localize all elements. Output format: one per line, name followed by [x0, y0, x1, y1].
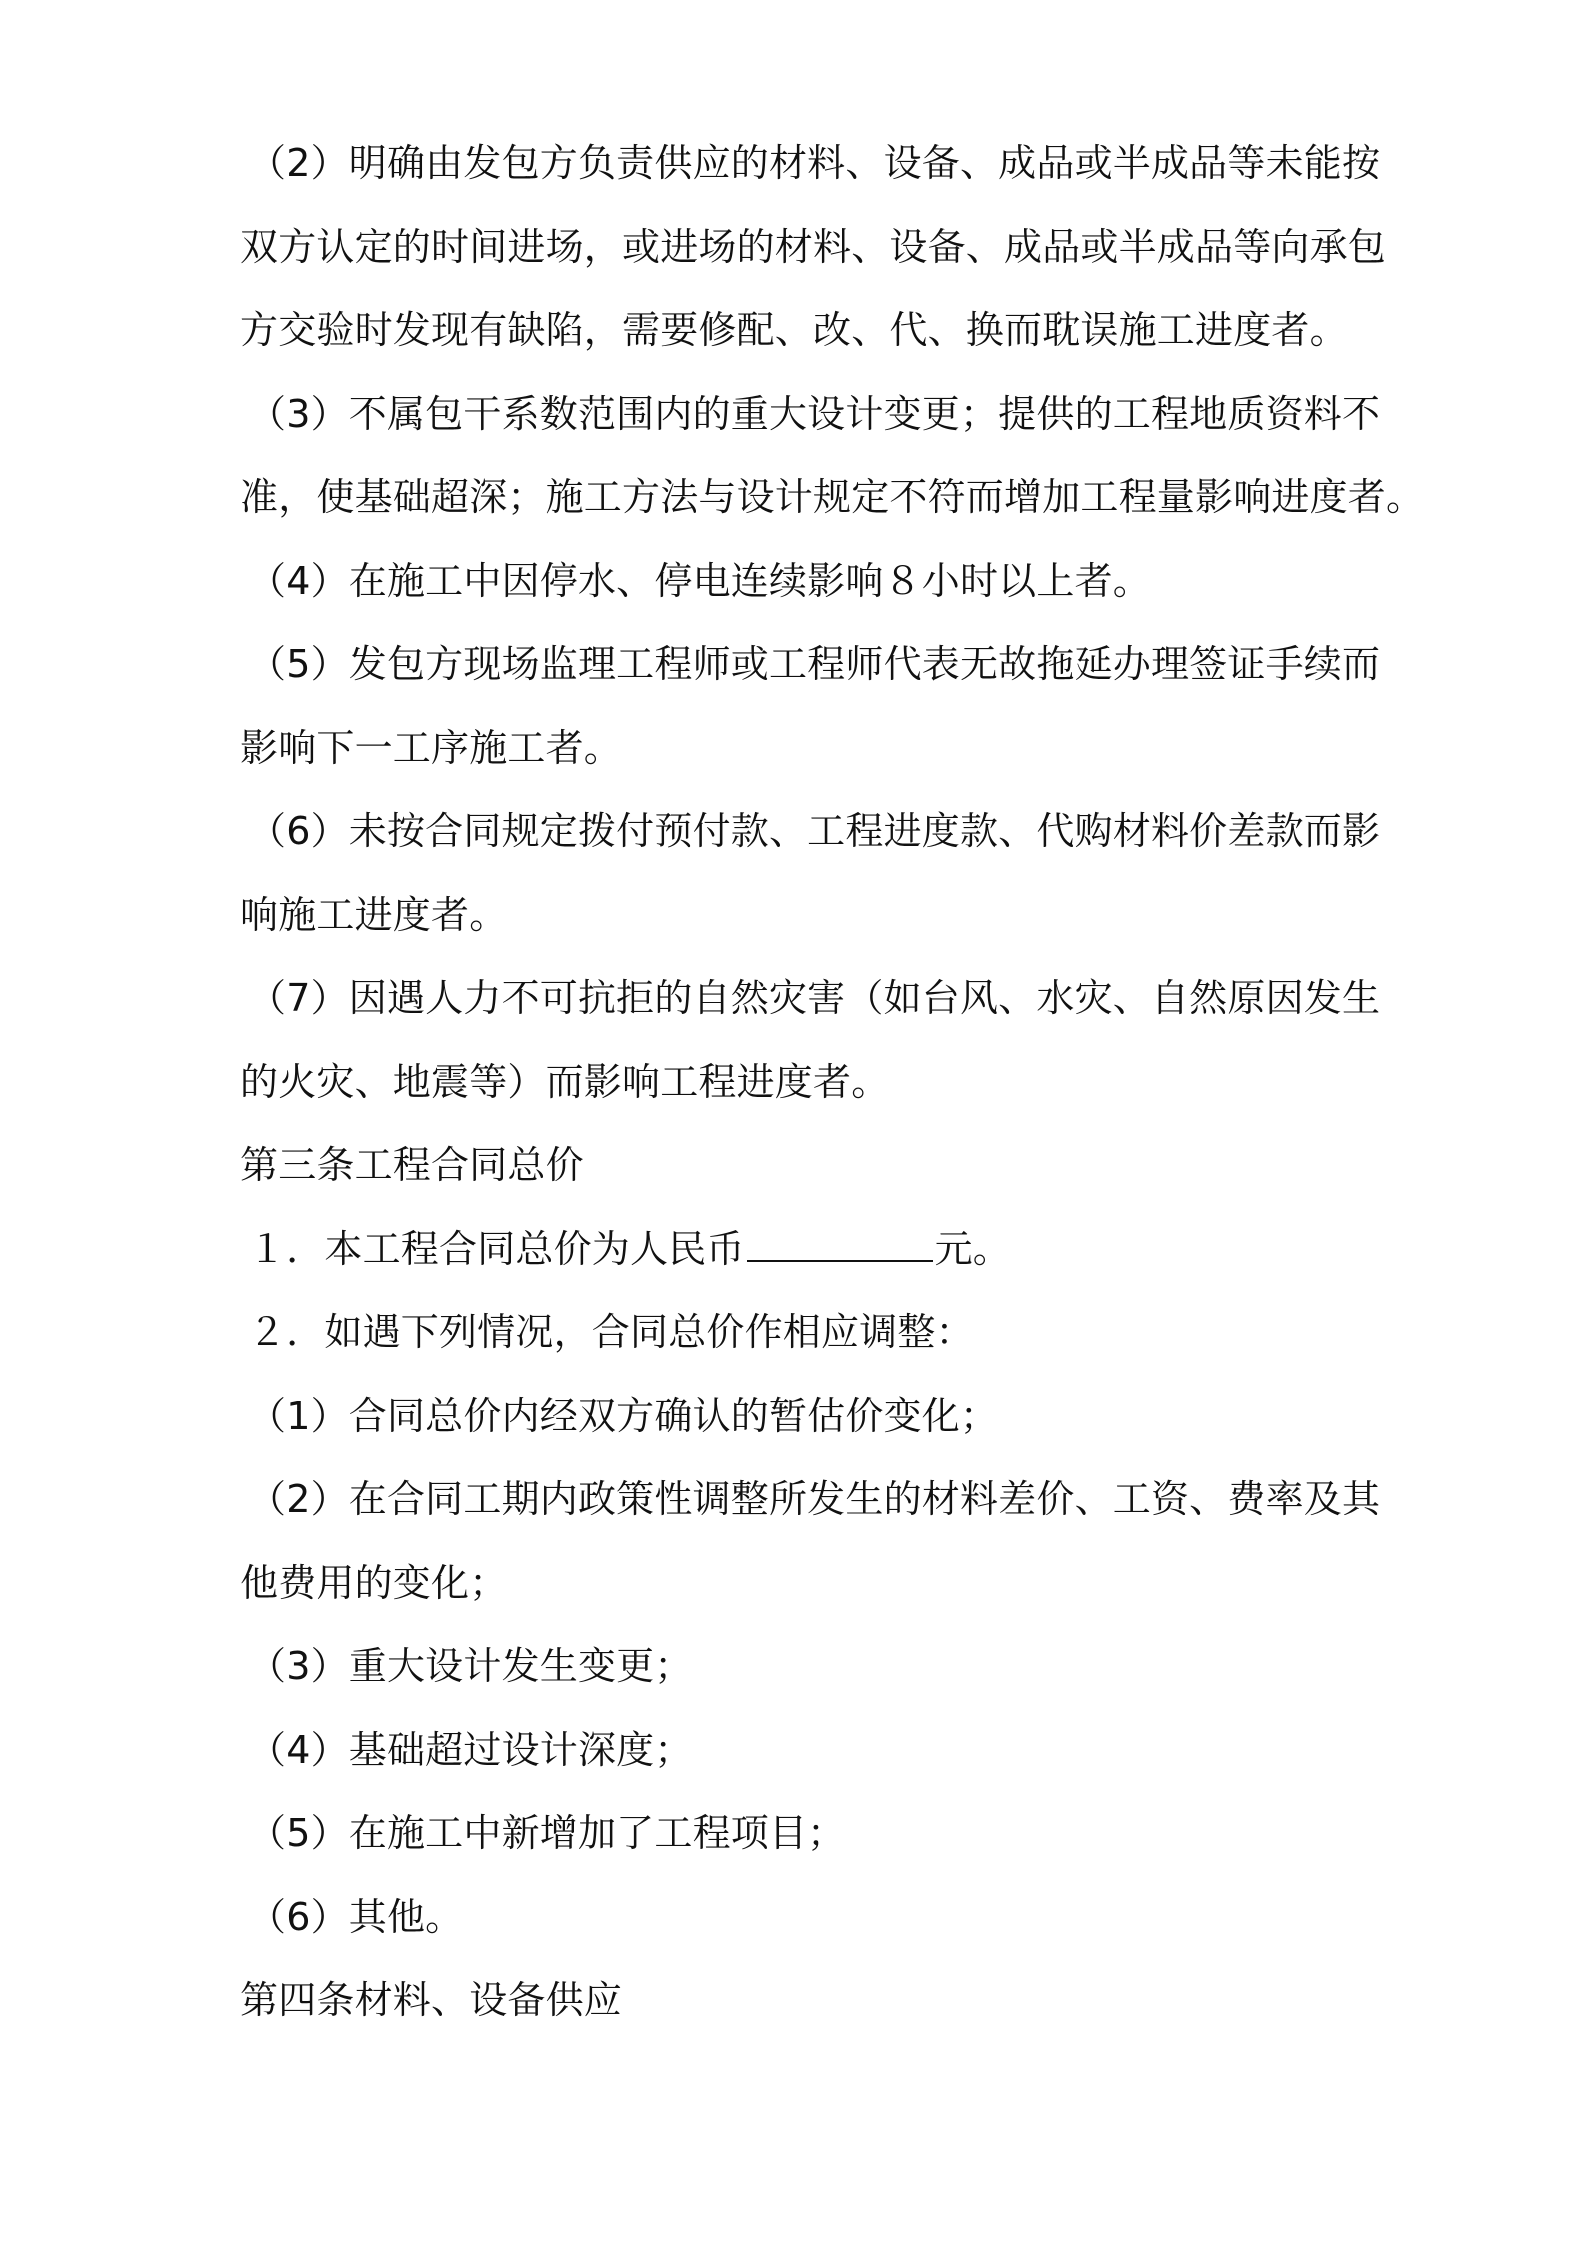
- paragraph-7-line-2: 的火灾、地震等）而影响工程进度者。: [240, 1059, 890, 1104]
- paragraph-6-line-2: 响施工进度者。: [240, 892, 508, 937]
- paragraph-3-line-1: （3）不属包干系数范围内的重大设计变更；提供的工程地质资料不: [248, 391, 1381, 436]
- adjustment-item-2-line-1: （2）在合同工期内政策性调整所发生的材料差价、工资、费率及其: [248, 1477, 1381, 1521]
- paragraph-6-line-1: （6）未按合同规定拨付预付款、工程进度款、代购材料价差款而影: [248, 809, 1381, 853]
- adjustment-item-2-line-2: 他费用的变化；: [240, 1560, 508, 1605]
- total-price-blank: [747, 1230, 933, 1262]
- adjustment-item-5: （5）在施工中新增加了工程项目；: [248, 1811, 846, 1855]
- paragraph-3-line-2: 准，使基础超深；施工方法与设计规定不符而增加工程量影响进度者。: [240, 475, 1425, 519]
- document-page: [240, 122, 1425, 2043]
- total-price-suffix: 元。: [934, 1226, 1012, 1271]
- paragraph-7-line-1: （7）因遇人力不可抗拒的自然灾害（如台风、水灾、自然原因发生: [248, 976, 1381, 1020]
- adjustment-item-1: （1）合同总价内经双方确认的暂估价变化；: [248, 1393, 999, 1438]
- adjustment-item-4: （4）基础超过设计深度；: [248, 1727, 693, 1772]
- paragraph-2-line-3: 方交验时发现有缺陷，需要修配、改、代、换而耽误施工进度者。: [240, 308, 1348, 352]
- adjustment-intro: ２．如遇下列情况，合同总价作相应调整：: [248, 1310, 974, 1354]
- total-price-line: [240, 1208, 1360, 1292]
- article-4-heading: 第四条材料、设备供应: [240, 1978, 623, 2022]
- paragraph-5-line-1: （5）发包方现场监理工程师或工程师代表无故拖延办理签证手续而: [248, 642, 1381, 686]
- adjustment-item-6: （6）其他。: [248, 1894, 464, 1939]
- paragraph-5-line-2: 影响下一工序施工者。: [240, 725, 623, 770]
- article-3-heading: 第三条工程合同总价: [240, 1143, 584, 1187]
- paragraph-4-line-1: （4）在施工中因停水、停电连续影响８小时以上者。: [248, 558, 1151, 603]
- paragraph-2-line-1: （2）明确由发包方负责供应的材料、设备、成品或半成品等未能按: [248, 141, 1381, 185]
- paragraph-2-line-2: 双方认定的时间进场，或进场的材料、设备、成品或半成品等向承包: [240, 224, 1387, 269]
- adjustment-item-3: （3）重大设计发生变更；: [248, 1644, 693, 1688]
- total-price-prefix: １．本工程合同总价为人民币: [248, 1226, 745, 1271]
